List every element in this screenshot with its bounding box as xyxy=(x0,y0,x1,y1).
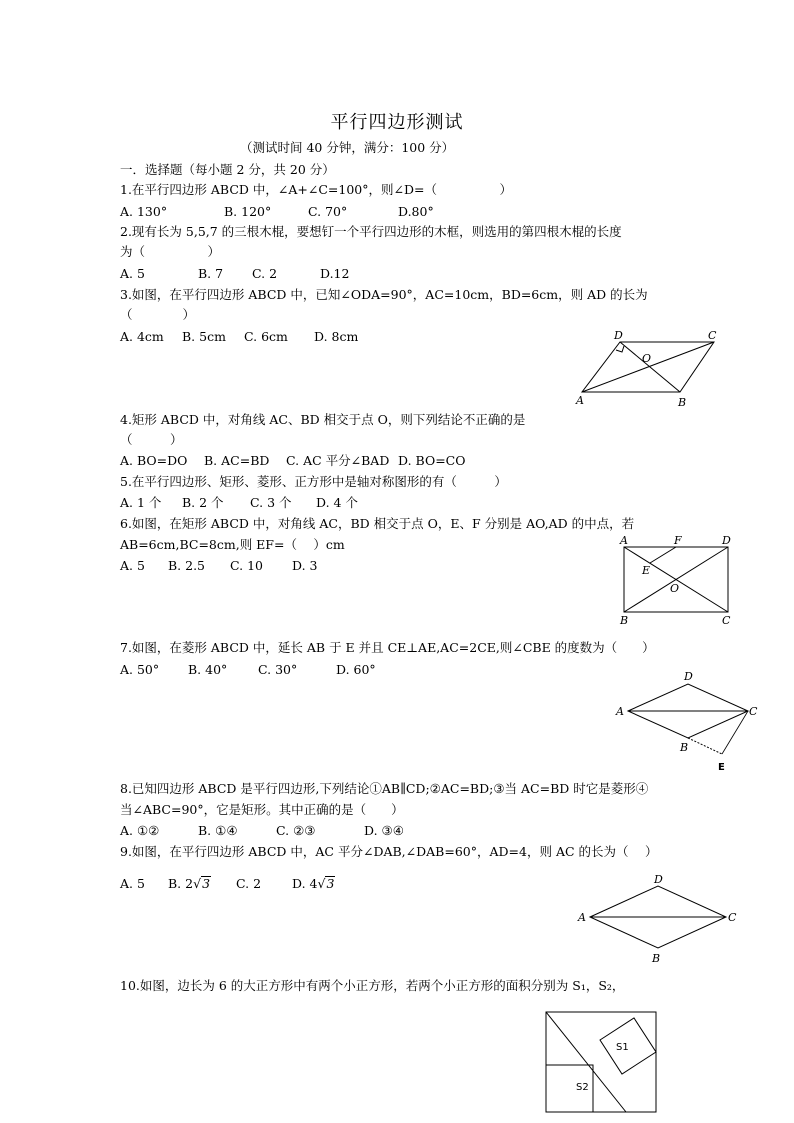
q9-option-a: A. 5 xyxy=(120,876,145,891)
q10-stem: 10.如图，边长为 6 的大正方形中有两个小正方形，若两个小正方形的面积分别为 S₁，S₂， xyxy=(120,978,625,993)
q5-option-c: C. 3 个 xyxy=(250,495,292,510)
q6-stem-line2: AB=6cm,BC=8cm,则 EF=（ ）cm xyxy=(120,537,345,552)
q6-label-f: F xyxy=(674,534,682,547)
q9-option-b-prefix: B. 2 xyxy=(168,876,194,891)
q6-option-b: B. 2.5 xyxy=(168,558,206,573)
q9-label-a: A xyxy=(578,911,586,924)
q1-option-d: D.80° xyxy=(398,204,434,219)
q8-stem-line1: 8.已知四边形 ABCD 是平行四边形,下列结论①AB∥CD;②AC=BD;③当 AC=BD 时它是菱形④ xyxy=(120,781,649,796)
q9-option-d xyxy=(292,876,335,892)
q3-option-d: D. 8cm xyxy=(314,329,359,344)
q3-option-b: B. 5cm xyxy=(182,329,226,344)
q8-option-a: A. ①② xyxy=(120,823,160,838)
q9-option-d-prefix: D. 4 xyxy=(292,876,318,891)
q9-label-d: D xyxy=(654,873,663,886)
sqrt-icon: √ xyxy=(317,876,326,891)
q4-option-d: D. BO=CO xyxy=(398,453,466,468)
q2-option-c: C. 2 xyxy=(252,266,278,281)
q7-option-b: B. 40° xyxy=(188,662,228,677)
page-title: 平行四边形测试 xyxy=(330,112,464,133)
q7-label-b: B xyxy=(680,741,689,754)
q5-option-a: A. 1 个 xyxy=(120,495,162,510)
q7-option-d: D. 60° xyxy=(336,662,376,677)
q8-option-c: C. ②③ xyxy=(276,823,316,838)
q3-parallelogram-figure xyxy=(570,326,730,410)
q1-stem: 1.在平行四边形 ABCD 中，∠A+∠C=100°，则∠D=（ ） xyxy=(120,182,512,197)
q7-label-e: E xyxy=(718,762,725,773)
q9-stem: 9.如图，在平行四边形 ABCD 中，AC 平分∠DAB,∠DAB=60°，AD=4，则 AC 的长为（ ） xyxy=(120,844,658,859)
q3-stem-line2: （ ） xyxy=(120,307,196,322)
q3-option-a: A. 4cm xyxy=(120,329,164,344)
q9-option-c: C. 2 xyxy=(236,876,262,891)
q3-stem-line1: 3.如图，在平行四边形 ABCD 中，已知∠ODA=90°，AC=10cm，BD=6cm，则 AD 的长为 xyxy=(120,287,648,302)
q10-label-s1: S1 xyxy=(616,1042,629,1053)
q6-stem-line1: 6.如图，在矩形 ABCD 中，对角线 AC，BD 相交于点 O，E、F 分别是 AO,AD 的中点，若 xyxy=(120,516,635,531)
q8-stem-line2: 当∠ABC=90°，它是矩形。其中正确的是（ ） xyxy=(120,802,404,817)
q7-label-a: A xyxy=(616,705,624,718)
q4-option-b: B. AC=BD xyxy=(204,453,270,468)
q7-rhombus-figure xyxy=(612,668,762,774)
q2-stem-line1: 2.现有长为 5,5,7 的三根木棍，要想钉一个平行四边形的木框，则选用的第四根木棍的长度 xyxy=(120,224,622,239)
q7-option-a: A. 50° xyxy=(120,662,160,677)
q6-rectangle-figure xyxy=(616,534,746,626)
q9-label-b: B xyxy=(652,952,661,965)
q7-option-c: C. 30° xyxy=(258,662,298,677)
q9-option-b xyxy=(168,876,211,892)
q5-option-b: B. 2 个 xyxy=(182,495,224,510)
q5-option-d: D. 4 个 xyxy=(316,495,358,510)
q8-option-b: B. ①④ xyxy=(198,823,238,838)
q3-option-c: C. 6cm xyxy=(244,329,288,344)
q3-label-d: D xyxy=(614,329,623,342)
q6-label-e: E xyxy=(642,564,651,577)
q2-option-d: D.12 xyxy=(320,266,350,281)
q1-option-a: A. 130° xyxy=(120,204,168,219)
q4-stem-line2: （ ） xyxy=(120,432,183,447)
q3-label-o: O xyxy=(642,352,652,365)
q9-rhombus-figure xyxy=(574,872,744,970)
q7-label-c: C xyxy=(749,705,758,718)
q3-label-a: A xyxy=(576,394,584,407)
q7-label-d: D xyxy=(684,670,693,683)
q10-label-s2: S2 xyxy=(576,1082,589,1093)
q6-option-a: A. 5 xyxy=(120,558,145,573)
q6-option-d: D. 3 xyxy=(292,558,318,573)
q6-label-d: D xyxy=(722,534,731,547)
q3-label-c: C xyxy=(708,329,717,342)
q2-option-a: A. 5 xyxy=(120,266,145,281)
q6-label-a: A xyxy=(620,534,628,547)
q3-label-b: B xyxy=(678,396,687,409)
q10-squares-figure xyxy=(544,1010,660,1116)
sqrt-icon: √ xyxy=(193,876,202,891)
q6-label-b: B xyxy=(620,614,629,627)
section-heading: 一．选择题（每小题 2 分，共 20 分） xyxy=(120,162,335,177)
q4-option-a: A. BO=DO xyxy=(120,453,188,468)
q6-label-c: C xyxy=(722,614,731,627)
q2-option-b: B. 7 xyxy=(198,266,224,281)
q1-option-b: B. 120° xyxy=(224,204,272,219)
q1-option-c: C. 70° xyxy=(308,204,348,219)
q9-option-d-radicand: 3 xyxy=(326,876,335,891)
q6-option-c: C. 10 xyxy=(230,558,263,573)
q7-stem: 7.如图，在菱形 ABCD 中，延长 AB 于 E 并且 CE⊥AE,AC=2CE,则∠CBE 的度数为（ ） xyxy=(120,640,655,655)
q2-stem-line2: 为（ ） xyxy=(120,244,221,259)
q4-stem-line1: 4.矩形 ABCD 中，对角线 AC、BD 相交于点 O，则下列结论不正确的是 xyxy=(120,412,526,427)
q5-stem: 5.在平行四边形、矩形、菱形、正方形中是轴对称图形的有（ ） xyxy=(120,474,507,489)
q8-option-d: D. ③④ xyxy=(364,823,404,838)
q9-option-b-radicand: 3 xyxy=(202,876,211,891)
q4-option-c: C. AC 平分∠BAD xyxy=(286,453,390,468)
subtitle: （测试时间 40 分钟，满分：100 分） xyxy=(240,140,455,155)
q9-label-c: C xyxy=(728,911,737,924)
q6-label-o: O xyxy=(670,582,680,595)
